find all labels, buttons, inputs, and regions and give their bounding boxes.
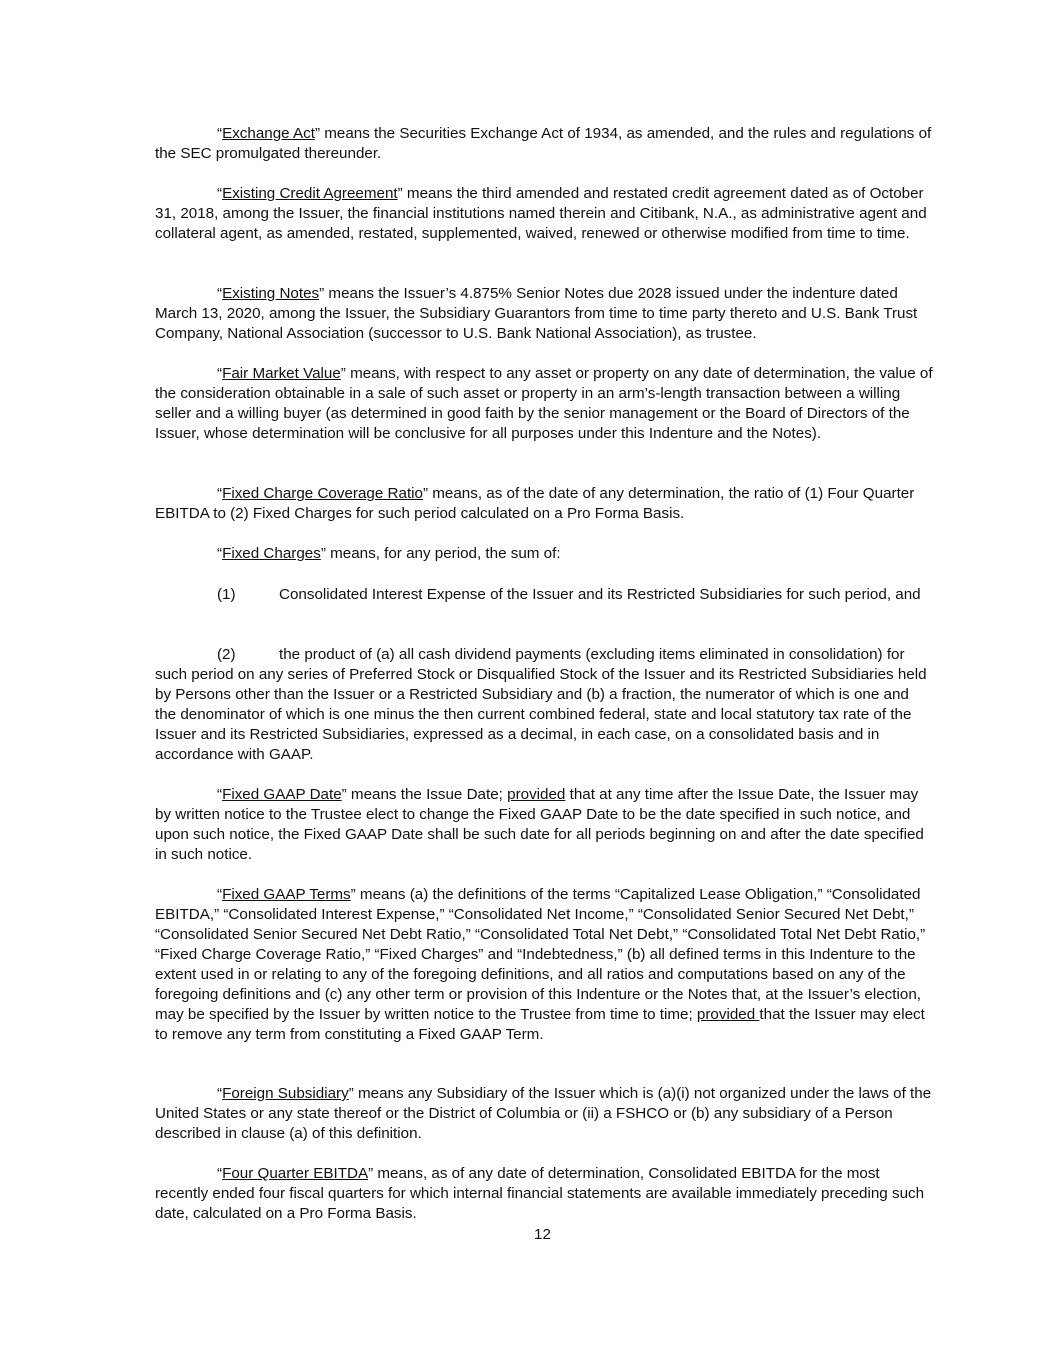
- proviso-word: provided: [507, 786, 566, 803]
- open-quote: “: [217, 365, 223, 382]
- fixed-charges-clause-1: [155, 585, 933, 605]
- definition-text: that the Issuer may elect to remove any term from constituting a Fixed GAAP Term.: [155, 1006, 925, 1043]
- definition-text: ” means any Subsidiary of the Issuer which is (a)(i) not organized under the laws of the United States or any state thereof or the District of Columbia or (ii) a FSHCO or (b) any subsidiary of a Person described in clause (a) of this definition.: [155, 1085, 932, 1142]
- open-quote: “: [217, 1165, 223, 1182]
- definition-fixed-gaap-date: [155, 785, 933, 865]
- definition-text: ” means the Issuer’s 4.875% Senior Notes due 2028 issued under the indenture dated March 13, 2020, among the Issuer, the Subsidiary Guarantors from time to time party thereto and U.S. Bank Trust Company, National Association (successor to U.S. Bank National Association), as trustee.: [155, 285, 918, 342]
- defined-term: Fixed Charges: [222, 545, 321, 562]
- definition-four-quarter-ebitda: [155, 1164, 933, 1224]
- defined-term: Fixed GAAP Terms: [222, 886, 351, 903]
- definition-text: ” means, for any period, the sum of:: [320, 545, 561, 562]
- clause-number: (2): [217, 646, 236, 663]
- definition-text: ” means the Issue Date;: [341, 786, 508, 803]
- definition-text: ” means, with respect to any asset or property on any date of determination, the value of the consideration obtainable in a sale of such asset or property in an arm’s-length transaction between a willing seller and a willing buyer (as determined in good faith by the senior management or the Board of Directors of the Issuer, whose determination will be conclusive for all purposes under this Indenture and the Notes).: [155, 365, 933, 442]
- defined-term: Four Quarter EBITDA: [222, 1165, 369, 1182]
- defined-term: Foreign Subsidiary: [222, 1085, 349, 1102]
- definition-existing-credit-agreement: [155, 184, 933, 244]
- defined-term: Existing Credit Agreement: [222, 185, 398, 202]
- definition-text: that at any time after the Issue Date, the Issuer may by written notice to the Trustee elect to change the Fixed GAAP Date to be the date specified in such notice, and upon such notice, the Fixed GAAP Date shall be such date for all periods beginning on and after the date specified in such notice.: [155, 786, 924, 863]
- clause-text: the product of (a) all cash dividend payments (excluding items eliminated in consolidation) for such period on any series of Preferred Stock or Disqualified Stock of the Issuer and its Restricted Subsidiaries held by Persons other than the Issuer or a Restricted Subsidiary and (b) a fraction, the numerator of which is one and the denominator of which is one minus the then current combined federal, state and local statutory tax rate of the Issuer and its Restricted Subsidiaries, expressed as a decimal, in each case, on a consolidated basis and in accordance with GAAP.: [155, 646, 927, 763]
- open-quote: “: [217, 125, 223, 142]
- definition-exchange-act: [155, 124, 933, 164]
- definition-fixed-gaap-terms: [155, 885, 933, 1045]
- defined-term: Fixed GAAP Date: [222, 786, 342, 803]
- fixed-charges-clause-2: [155, 645, 933, 765]
- definition-text: ” means the Securities Exchange Act of 1934, as amended, and the rules and regulations of the SEC promulgated thereunder.: [155, 125, 932, 162]
- open-quote: “: [217, 485, 223, 502]
- clause-number: (1): [217, 586, 236, 603]
- open-quote: “: [217, 786, 223, 803]
- open-quote: “: [217, 886, 223, 903]
- definition-foreign-subsidiary: [155, 1084, 933, 1144]
- definition-text: ” means, as of any date of determination, Consolidated EBITDA for the most recently ended four fiscal quarters for which internal financial statements are available immediately preceding such date, calculated on a Pro Forma Basis.: [155, 1165, 925, 1222]
- definition-fixed-charge-coverage-ratio: [155, 484, 933, 524]
- open-quote: “: [217, 185, 223, 202]
- defined-term: Fixed Charge Coverage Ratio: [222, 485, 423, 502]
- page-number: 12: [534, 1226, 551, 1243]
- defined-term: Existing Notes: [222, 285, 320, 302]
- definition-text: ” means, as of the date of any determination, the ratio of (1) Four Quarter EBITDA to (2) Fixed Charges for such period calculated on a Pro Forma Basis.: [155, 485, 915, 522]
- definition-text: ” means the third amended and restated credit agreement dated as of October 31, 2018, among the Issuer, the financial institutions named therein and Citibank, N.A., as administrative agent and collateral agent, as amended, restated, supplemented, waived, renewed or otherwise modified from time to time.: [155, 185, 927, 242]
- defined-term: Exchange Act: [222, 125, 315, 142]
- open-quote: “: [217, 1085, 223, 1102]
- definition-existing-notes: [155, 284, 933, 344]
- open-quote: “: [217, 285, 223, 302]
- open-quote: “: [217, 545, 223, 562]
- definition-text: ” means (a) the definitions of the terms “Capitalized Lease Obligation,” “Consolidated EBITDA,” “Consolidated Interest Expense,” “Consolidated Net Income,” “Consolidated Senior Secured Net Debt,” “Consolidated Senior Secured Net Debt Ratio,” “Consolidated Total Net Debt,” “Consolidated Total Net Debt Ratio,” “Fixed Charge Coverage Ratio,” “Fixed Charges” and “Indebtedness,” (b) all defined terms in this Indenture to the extent used in or relating to any of the foregoing definitions, and all ratios and computations based on any of the foregoing definitions and (c) any other term or provision of this Indenture or the Notes that, at the Issuer’s election, may be specified by the Issuer by written notice to the Trustee from time to time;: [155, 886, 926, 1023]
- definition-fair-market-value: [155, 364, 933, 444]
- proviso-word: provided: [696, 1006, 760, 1023]
- clause-text: Consolidated Interest Expense of the Issuer and its Restricted Subsidiaries for such period, and: [279, 586, 921, 603]
- defined-term: Fair Market Value: [222, 365, 341, 382]
- definition-fixed-charges: [155, 544, 933, 564]
